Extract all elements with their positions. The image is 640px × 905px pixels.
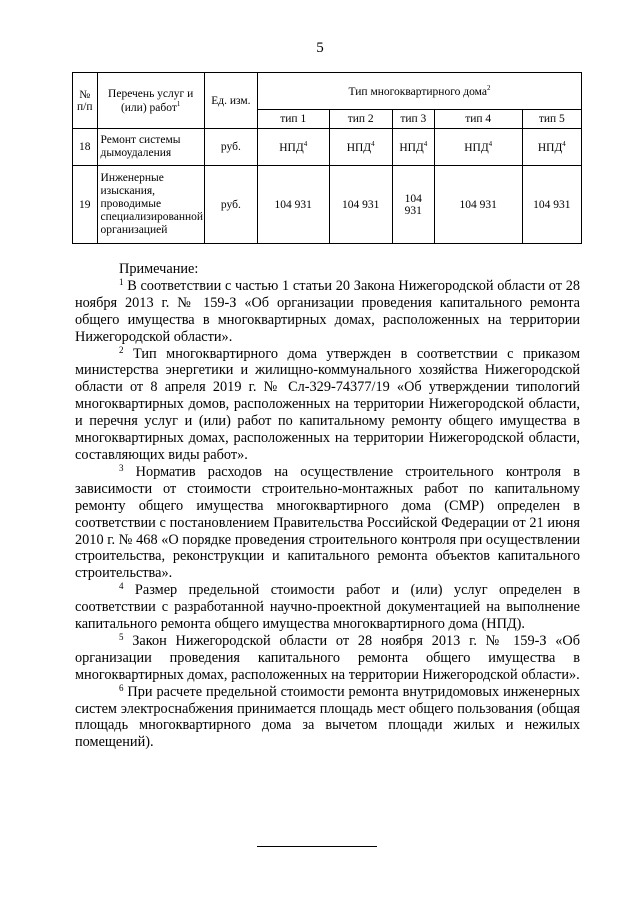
value-footnote: 4 (371, 140, 375, 149)
table-row (73, 166, 582, 244)
row-value: 104 931 (522, 166, 581, 244)
notes-title: Примечание: (119, 261, 199, 277)
notes-section (75, 261, 580, 751)
value-text: НПД (464, 141, 489, 154)
row-value (522, 129, 581, 166)
header-list (97, 73, 204, 129)
row-unit: руб. (204, 166, 257, 244)
note-item (75, 633, 580, 684)
table-header-row (73, 73, 582, 110)
note-item (75, 464, 580, 582)
note-marker: 4 (119, 581, 124, 592)
row-value: 104 931 (434, 166, 522, 244)
value-text: НПД (537, 141, 563, 154)
note-item (75, 582, 580, 633)
row-num: 18 (73, 129, 98, 166)
header-num: № п/п (73, 73, 98, 129)
note-text: При расчете предельной стоимости ремонта внутридомовых инженерных систем электроснабжения принимается площадь мест общего пользования (общая площадь многоквартирного дома за вычетом площади жилых и нежилых помещений). (75, 683, 580, 751)
row-num: 19 (73, 166, 98, 244)
note-text: Размер предельной стоимости работ и (или) услуг определен в соответствии с разработанной научно-проектной документацией на выполнение капитального ремонта общего имущества многоквартирного дома (НПД). (75, 582, 580, 633)
header-type-3: тип 3 (392, 110, 434, 129)
note-marker: 3 (119, 462, 124, 473)
header-list-footnote: 1 (176, 99, 181, 108)
note-text: Закон Нижегородской области от 28 ноября 2013 г. № 159-З «Об организации проведения капитального ремонта общего имущества в многоквартирных домах, расположенных на территории Нижегородской области». (75, 632, 580, 683)
value-text: НПД (346, 141, 372, 154)
header-type-label: Тип многоквартирного дома (348, 85, 487, 98)
note-text: В соответствии с частью 1 статьи 20 Закона Нижегородской области от 28 ноября 2013 г. № 159-З «Об организации проведения капитального ремонта общего имущества в многоквартирных домах, расположенных на территории Нижегородской области». (75, 277, 580, 345)
note-item (75, 346, 580, 464)
header-type-4: тип 4 (434, 110, 522, 129)
page-number: 5 (316, 40, 324, 56)
header-type (257, 73, 581, 110)
row-value (434, 129, 522, 166)
row-name: Ремонт системы дымоудаления (97, 129, 204, 166)
note-marker: 2 (119, 344, 124, 355)
row-value: 104 931 (257, 166, 329, 244)
table-row (73, 129, 582, 166)
row-value (392, 129, 434, 166)
header-type-footnote: 2 (486, 84, 491, 93)
note-text: Тип многоквартирного дома утвержден в соответствии с приказом министерства энергетики и жилищно-коммунального хозяйства Нижегородской области от 8 апреля 2019 г. № Сл-329-74377/19 «Об утверждении типологий многоквартирных домов, расположенных на территории Нижегородской области, и перечня услуг и (или) работ по капитальному ремонту общего имущества в многоквартирных домах, расположенных на территории Нижегородской области, составляющих виды работ». (75, 345, 580, 463)
note-text: Норматив расходов на осуществление строительного контроля в зависимости от стоимости строительно-монтажных работ по капитальному ремонту общего имущества многоквартирного дома (СМР) определен в соответствии с постановлением Правительства Российской Федерации от 21 июня 2010 г. № 468 «О порядке проведения строительного контроля при осуществлении строительства, реконструкции и капитального ремонта объектов капитального строительства». (75, 463, 580, 582)
header-unit: Ед. изм. (204, 73, 257, 129)
value-footnote: 4 (562, 140, 566, 149)
note-marker: 5 (119, 631, 124, 642)
row-value: 104 931 (392, 166, 434, 244)
value-footnote: 4 (423, 140, 428, 149)
header-type-1: тип 1 (257, 110, 329, 129)
services-table (72, 72, 582, 244)
note-marker: 1 (119, 276, 124, 287)
value-text: НПД (399, 141, 424, 154)
header-type-5: тип 5 (522, 110, 581, 129)
value-footnote: 4 (488, 140, 493, 149)
row-name: Инженерные изыскания, проводимые специализированной организацией (97, 166, 204, 244)
value-text: НПД (279, 141, 304, 154)
row-value: 104 931 (329, 166, 392, 244)
note-item (75, 684, 580, 752)
row-value (329, 129, 392, 166)
note-item (75, 278, 580, 346)
row-value (257, 129, 329, 166)
footer-divider (257, 846, 377, 847)
header-type-2: тип 2 (329, 110, 392, 129)
row-unit: руб. (204, 129, 257, 166)
header-list-label: Перечень услуг и (или) работ (108, 87, 194, 114)
note-marker: 6 (119, 682, 124, 693)
value-footnote: 4 (303, 140, 308, 149)
